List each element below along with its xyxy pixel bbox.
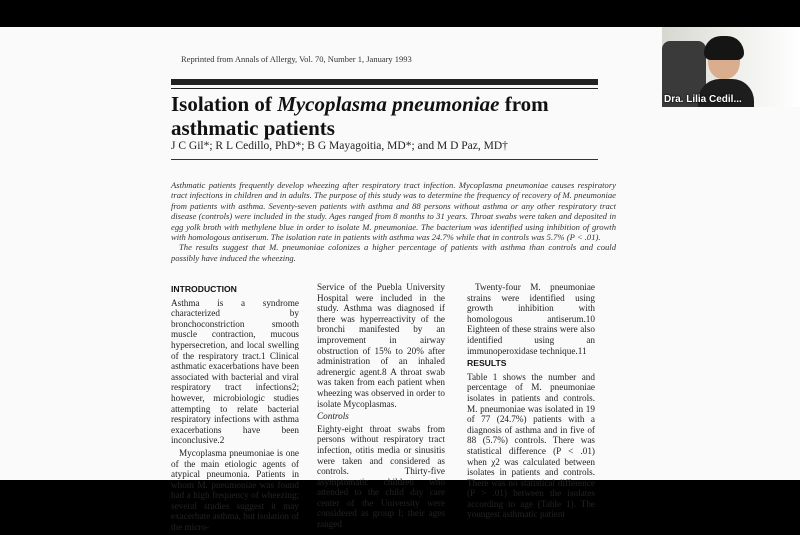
reprint-note: Reprinted from Annals of Allergy, Vol. 70, Number 1, January 1993 (181, 54, 412, 64)
column-3-paragraph-1: Twenty-four M. pneumoniae strains were identified using growth inhibition with homologous antiserum.10 Eighteen of these strains were also identified using an immunoperoxidase technique.11 (467, 282, 595, 356)
article-title (171, 92, 601, 140)
results-heading: RESULTS (467, 358, 507, 369)
abstract (171, 180, 616, 263)
abstract-paragraph-2: The results suggest that M. pneumoniae colonizes a higher percentage of patients with asthma than controls and could possibly have induced the wheezing. (171, 242, 616, 263)
shared-content-area (0, 27, 800, 533)
participant-video-tile[interactable] (662, 27, 800, 107)
introduction-heading: INTRODUCTION (171, 284, 237, 294)
column-1-paragraph-2: Mycoplasma pneumoniae is one of the main etiologic agents of atypical pneumonia. Patients in whom M. pneumoniae was found had a high frequency of wheezing; several studies suggest it may exacerbate asthma, but isolation of the micro- (171, 447, 299, 533)
authors-rule (171, 159, 598, 160)
participant-figure-hair (704, 36, 744, 60)
title-prefix: Isolation of (171, 92, 278, 116)
participant-name-label: Dra. Lilia Cedil... (664, 94, 742, 105)
header-thick-rule (171, 79, 598, 85)
column-2-paragraph-2: Eighty-eight throat swabs from persons without respiratory tract infection, otitis media or sinusitis were taken and considered as controls. Thirty-five asymptomatic children who attended to the child day care center of the University were considered as group I; their ages ranged (317, 423, 445, 530)
column-2-paragraph-1: Service of the Puebla University Hospital were included in the study. Asthma was diagnosed if there was hyperreactivity of the bronchi manifested by an improvement in airway obstruction of 15% to 20% after administration of an inhaled adrenergic agent.8 A throat swab was taken from each patient when wheezing was observed in order to isolate Mycoplasmas. (317, 282, 445, 409)
text-column-3 (467, 282, 595, 522)
column-3-paragraph-2: Table 1 shows the number and percentage of M. pneumoniae isolates in patients and controls. M. pneumoniae was isolated in 19 of 77 (24.7%) patients with a diagnosis of asthma and in five of 88 (5.7%) controls. There was statistical difference (P < .01) when χ2 was calculated between isolates in patients and controls. There was no statistical difference (P > .01) between the isolates according to age (Table 1). The youngest asthmatic patient (467, 371, 595, 520)
text-column-1 (171, 282, 299, 535)
text-column-2 (317, 282, 445, 532)
controls-subheading: Controls (317, 411, 349, 422)
column-1-paragraph-1: Asthma is a syndrome characterized by bronchoconstriction smooth muscle contraction, mucous hypersecretion, and local swelling of the respiratory tract.1 Clinical asthmatic exacerbations have been associated with bacterial and viral respiratory tract infections2; however, microbiologic studies attempting to relate bacterial respiratory infections with asthma exacerbations have been inconclusive.2 (171, 297, 299, 446)
title-italic: Mycoplasma pneumoniae (277, 92, 500, 116)
abstract-paragraph-1: Asthmatic patients frequently develop wheezing after respiratory tract infection. Mycoplasma pneumoniae causes respiratory tract infections in children and in adults. The purpose of this study was to determine the frequency of recovery of M. pneumoniae from patients with asthma. Seventy-seven patients with asthma and 88 persons without asthma or any other respiratory tract disease (controls) were included in the study. Ages ranged from 8 months to 31 years. Throat swabs were taken and deposited in egg yolk broth with methylene blue in order to isolate M. pneumoniae. The bacterium was identified using inhibition of growth with homologous antiserum. The isolation rate in patients with asthma was 24.7% while that in controls was 5.7% (P < .01). (171, 180, 616, 243)
title-suffix: from asthmatic patients (171, 92, 549, 140)
article-authors: J C Gil*; R L Cedillo, PhD*; B G Mayagoitia, MD*; and M D Paz, MD† (171, 140, 508, 152)
header-thin-rule (171, 88, 598, 89)
